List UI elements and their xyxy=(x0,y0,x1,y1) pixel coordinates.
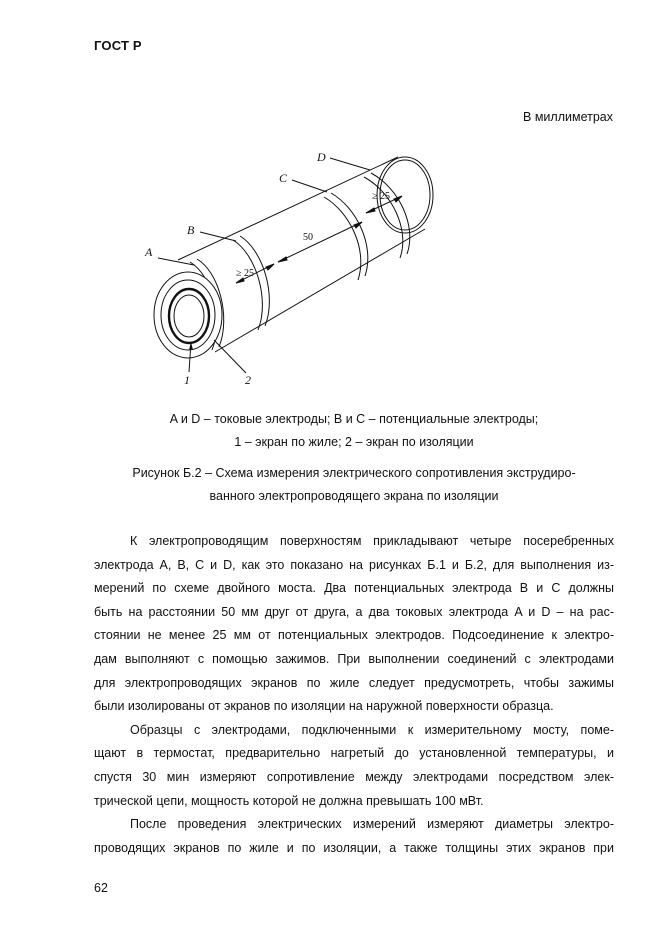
leader-c xyxy=(292,180,327,192)
cylinder-bottom-edge xyxy=(215,229,425,352)
text-line: быть на расстоянии 50 мм друг от друга, а два токовых электрода A и D – на рас- xyxy=(94,604,614,619)
cable-electrode-diagram xyxy=(0,135,661,405)
leader-a xyxy=(158,258,194,265)
text-line: стоянии не менее 25 мм от потенциальных электродов. Подсоединение к электро- xyxy=(94,628,614,643)
label-2: 2 xyxy=(245,373,251,387)
dim-right-label: ≥ 25 xyxy=(372,191,390,202)
label-1: 1 xyxy=(184,373,190,387)
text-line: были изолированы от экранов по изоляции на наружной поверхности образца. xyxy=(94,699,554,714)
paragraph-thermostat xyxy=(94,719,614,813)
paragraph-electrodes xyxy=(94,530,614,719)
text-line: Образцы с электродами, подключенными к измерительному мосту, поме- xyxy=(130,722,614,737)
dim-right-arrow-a xyxy=(366,208,375,213)
label-d: D xyxy=(317,150,326,164)
label-b: B xyxy=(187,223,195,237)
dim-left-label: ≥ 25 xyxy=(236,268,254,279)
dim-middle-label: 50 xyxy=(303,232,313,243)
body-text xyxy=(94,530,614,860)
standard-header: ГОСТ Р xyxy=(94,38,142,53)
text-line: К электропроводящим поверхностям прикладывают четыре посеребренных xyxy=(130,534,614,548)
text-line: мерений по схеме двойного моста. Два потенциальных электрода B и C должны xyxy=(94,581,614,596)
page-number: 62 xyxy=(94,881,108,895)
figure-legend-line-2: 1 – экран по жиле; 2 – экран по изоляции xyxy=(234,435,474,449)
text-line: щают в термостат, предварительно нагретый до установленной температуры, и xyxy=(94,746,614,761)
text-line: После проведения электрических измерений измеряют диаметры электро- xyxy=(130,817,614,832)
text-line: трической цепи, мощность которой не должна превышать 100 мВт. xyxy=(94,793,484,808)
figure-legend-line-1: A и D – токовые электроды; B и C – потенциальные электроды; xyxy=(169,412,539,426)
electrode-b-band xyxy=(233,240,262,330)
label-a: A xyxy=(145,245,153,259)
text-line: проводящих экранов по жиле и по изоляции, а также толщины этих экранов при xyxy=(94,840,614,855)
cylinder-top-edge xyxy=(178,157,398,260)
dim-middle-arrow-a xyxy=(278,257,287,262)
leader-2 xyxy=(214,340,246,373)
figure-caption-line-2: ванного электропроводящего экрана по изоляции xyxy=(209,489,499,503)
paragraph-diameters xyxy=(94,813,614,860)
electrode-c-band xyxy=(324,197,361,280)
text-line: спустя 30 мин измеряют сопротивление между электродами посредством элек- xyxy=(94,769,614,784)
figure-caption-line-1: Рисунок Б.2 – Схема измерения электрического сопротивления экструдиро- xyxy=(132,466,576,480)
text-line: дам выполняют с помощью зажимов. При выполнении соединений с электродами xyxy=(94,651,614,666)
text-line: электрода A, B, C и D, как это показано на рисунках Б.1 и Б.2, для выполнения из- xyxy=(94,557,614,572)
dim-left-arrow-b xyxy=(266,264,274,270)
text-line: для электропроводящих экранов по жиле следует предусмотреть, чтобы зажимы xyxy=(94,675,614,690)
label-c: C xyxy=(279,171,288,185)
near-end-outer xyxy=(154,272,222,358)
leader-b xyxy=(200,232,236,241)
dim-middle-line xyxy=(278,222,362,262)
leader-d xyxy=(330,158,370,170)
units-note: В миллиметрах xyxy=(523,110,613,124)
